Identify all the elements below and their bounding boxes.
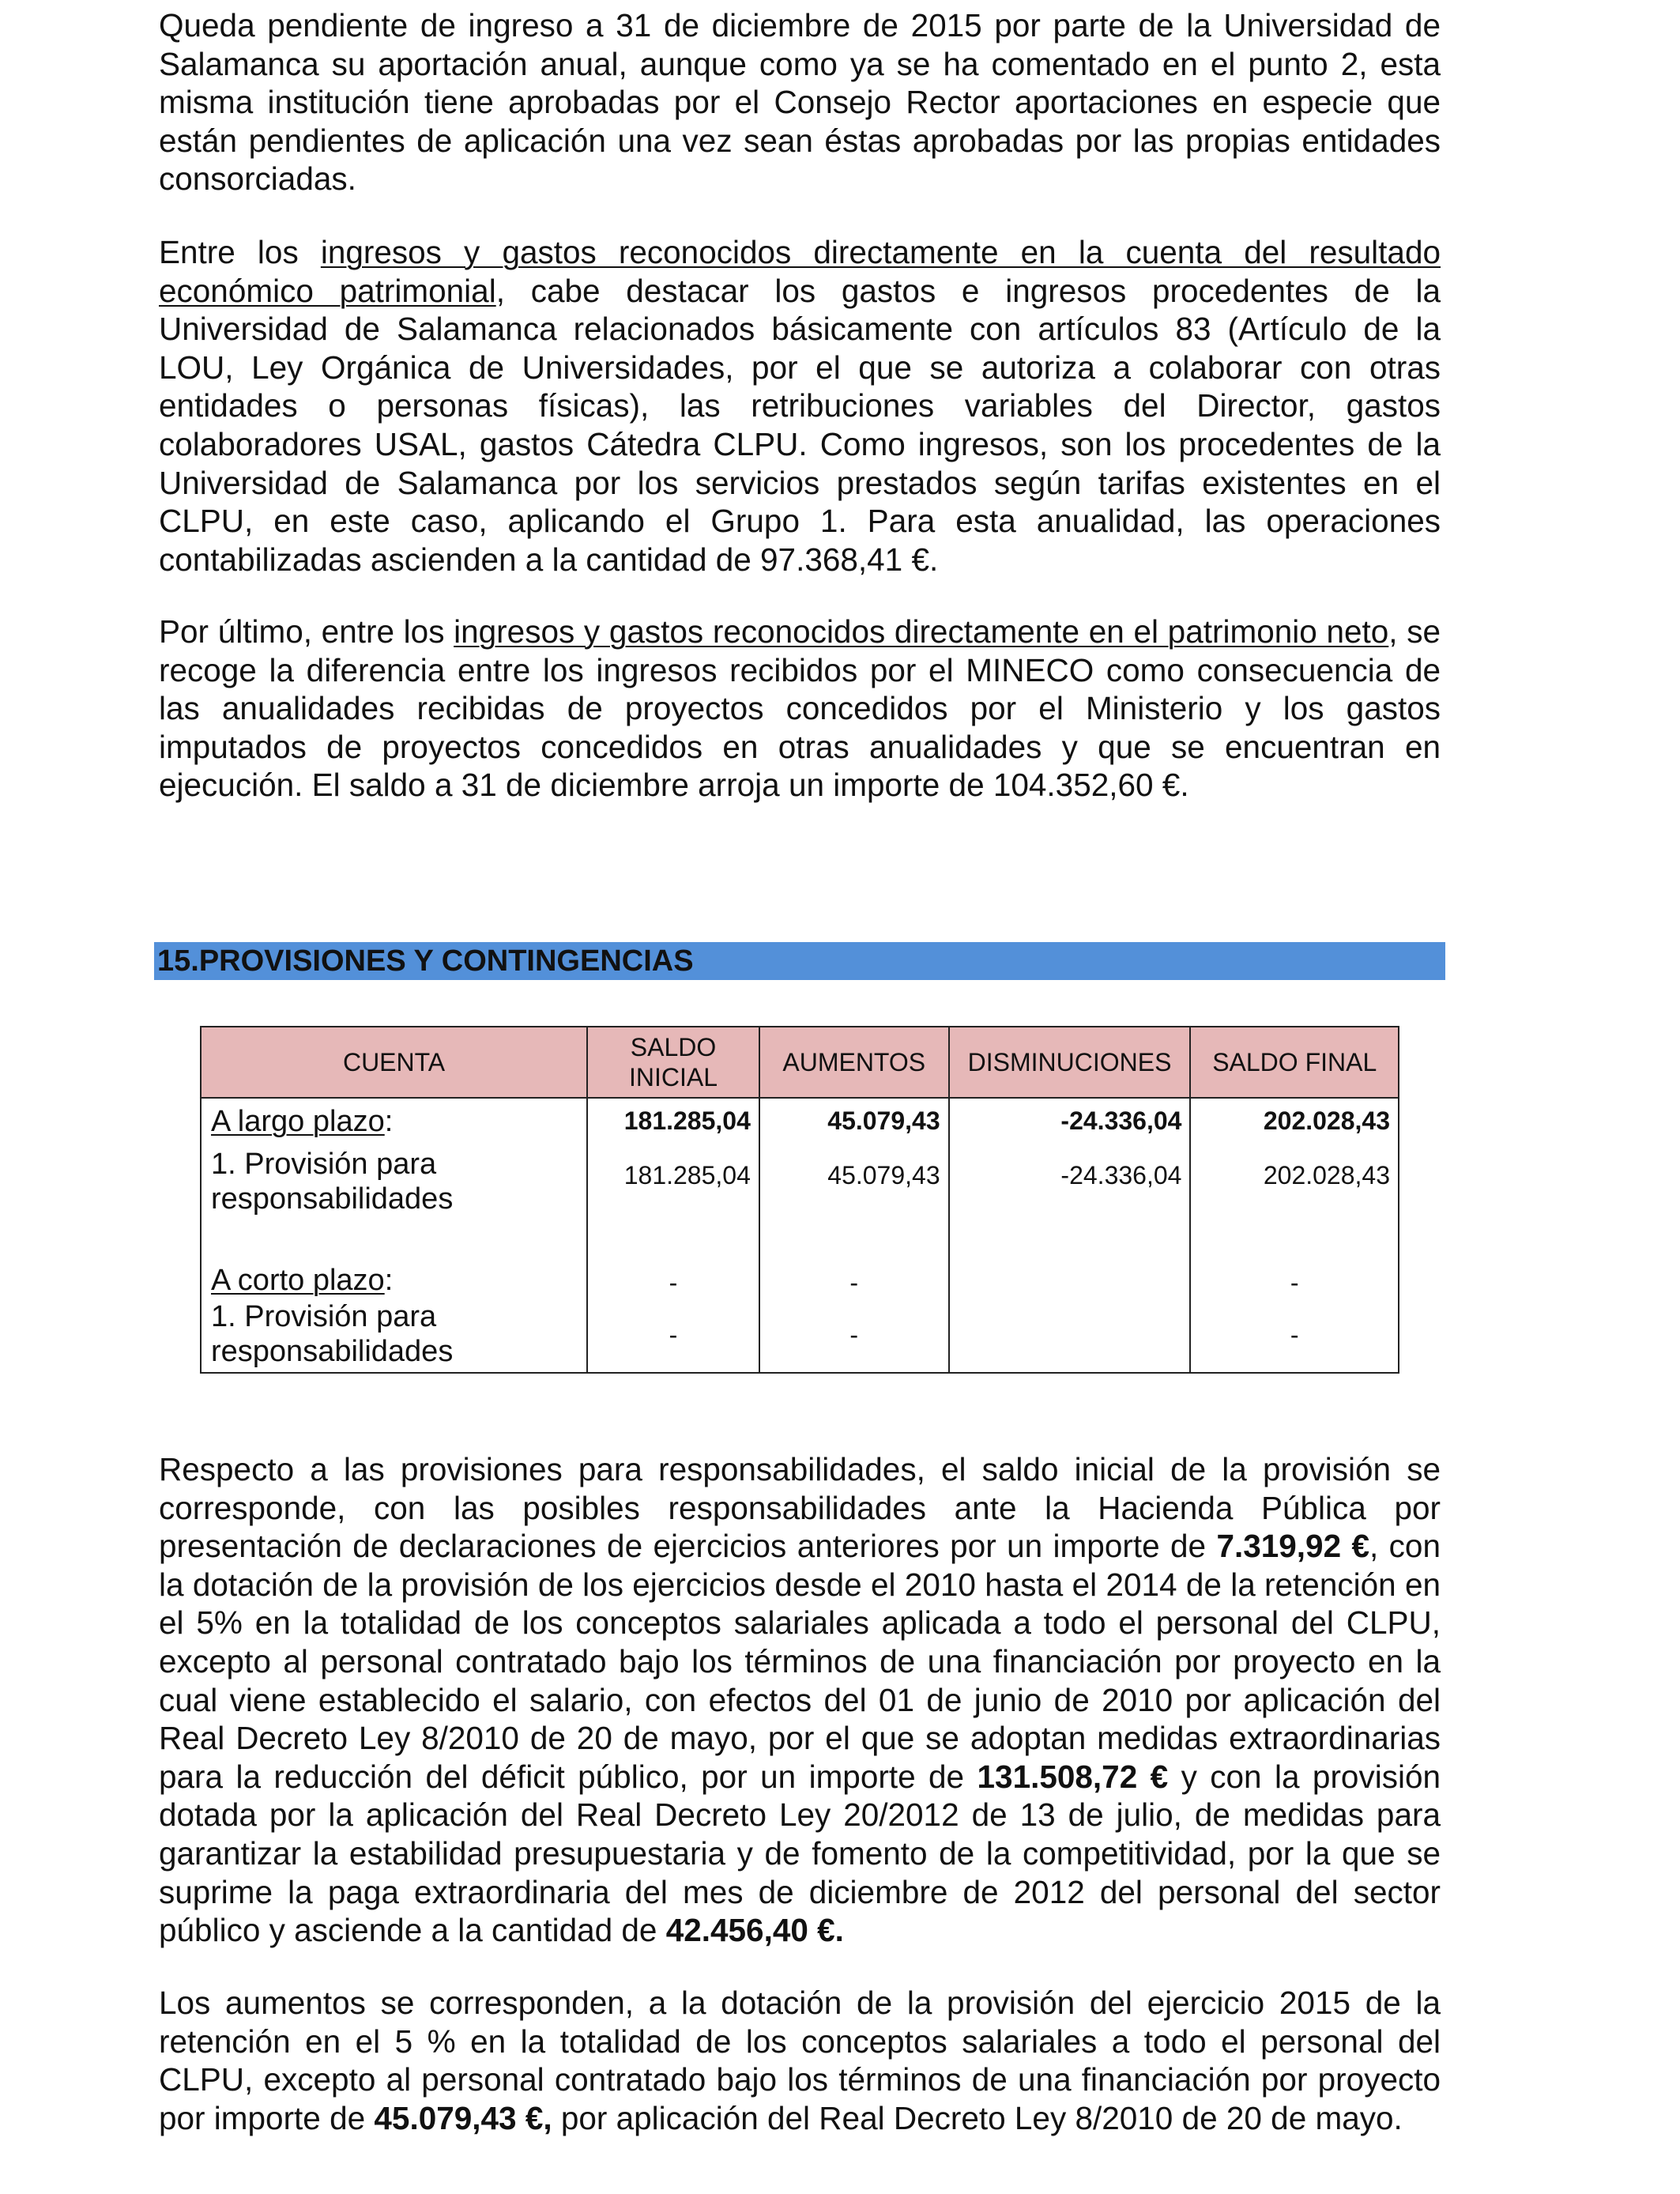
cell-saldo-final: - bbox=[1190, 1299, 1399, 1373]
amount-initial-tax: 7.319,92 € bbox=[1216, 1528, 1370, 1565]
paragraph-intro-text: Por último, entre los bbox=[159, 613, 454, 650]
paragraph-text: Los aumentos se corresponden, a la dotación de la provisión del ejercicio 2015 de la retención en el 5 % en la totalidad de los conceptos salariales a todo el personal del CLPU, excepto al personal contratado bajo los términos de una financiación por proyecto por importe de bbox=[159, 1985, 1441, 2136]
amount-retention-2010-2014: 131.508,72 € bbox=[977, 1758, 1169, 1795]
table-header-row bbox=[201, 1027, 1399, 1098]
cell-saldo-final: 202.028,43 bbox=[1190, 1098, 1399, 1144]
table-row-corto-plazo-provision bbox=[201, 1299, 1399, 1373]
cell-saldo-inicial: 181.285,04 bbox=[587, 1144, 759, 1231]
cell-aumentos: 45.079,43 bbox=[759, 1098, 949, 1144]
provisions-table bbox=[200, 1026, 1399, 1374]
column-header-disminuciones: DISMINUCIONES bbox=[949, 1027, 1191, 1098]
amount-increase-2015: 45.079,43 €, bbox=[374, 2099, 552, 2136]
paragraph-usal-contribution: Queda pendiente de ingreso a 31 de diciembre de 2015 por parte de la Universidad de Salamanca su aportación anual, aunque como ya se ha comentado en el punto 2, esta misma institución tiene aprobadas por el Consejo Rector aportaciones en especie que están pendientes de aplicación una vez sean éstas aprobadas por las propias entidades consorciadas. bbox=[159, 7, 1441, 198]
table-row-corto-plazo bbox=[201, 1231, 1399, 1299]
cell-disminuciones bbox=[949, 1299, 1191, 1373]
cell-disminuciones bbox=[949, 1231, 1191, 1299]
paragraph-intro-text: Entre los bbox=[159, 234, 321, 270]
paragraph-income-expenses-result bbox=[159, 233, 1441, 579]
column-header-saldo-inicial: SALDO INICIAL bbox=[587, 1027, 759, 1098]
cell-saldo-final: 202.028,43 bbox=[1190, 1144, 1399, 1231]
cell-saldo-final: - bbox=[1190, 1231, 1399, 1299]
amount-extra-pay-2012: 42.456,40 €. bbox=[665, 1912, 844, 1949]
row-label-colon: : bbox=[384, 1264, 394, 1297]
cell-saldo-inicial: - bbox=[587, 1231, 759, 1299]
cell-saldo-inicial: 181.285,04 bbox=[587, 1098, 759, 1144]
paragraph-text: Respecto a las provisiones para responsabilidades, el saldo inicial de la provisión se corresponde, con las posibles responsabilidades ante la Hacienda Pública por presentación de declaraciones de ejercicios anteriores por un importe de bbox=[159, 1451, 1441, 1565]
section-heading-provisions: 15.PROVISIONES Y CONTINGENCIAS bbox=[154, 942, 1445, 980]
underlined-term-net-equity: ingresos y gastos reconocidos directamente en el patrimonio neto bbox=[454, 613, 1389, 650]
row-label bbox=[201, 1098, 587, 1144]
paragraph-text: por aplicación del Real Decreto Ley 8/2010 de 20 de mayo. bbox=[552, 2099, 1403, 2136]
column-header-saldo-final: SALDO FINAL bbox=[1190, 1027, 1399, 1098]
cell-disminuciones: -24.336,04 bbox=[949, 1144, 1191, 1231]
paragraph-text: y con la provisión dotada por la aplicación del Real Decreto Ley 20/2012 de 13 de julio, de medidas para garantizar la estabilidad presupuestaria y de fomento de la competitividad, por la que se suprime la paga extraordinaria del mes de diciembre de 2012 del personal del sector público y asciende a la cantidad de bbox=[159, 1758, 1441, 1949]
paragraph-text: , con la dotación de la provisión de los ejercicios desde el 2010 hasta el 2014 de la retención en el 5% en la totalidad de los conceptos salariales aplicada a todo el personal del CLPU, excepto al personal contratado bajo los términos de una financiación por proyecto en la cual viene establecido el salario, con efectos del 01 de junio de 2010 por aplicación del Real Decreto Ley 8/2010 de 20 de mayo, por el que se adoptan medidas extraordinarias para la reducción del déficit público, por un importe de bbox=[159, 1528, 1441, 1795]
paragraph-body-text: , se recoge la diferencia entre los ingresos recibidos por el MINECO como consecuencia de las anualidades recibidas de proyectos concedidos por el Ministerio y los gastos imputados de proyectos concedidos en otras anualidades y que se encuentran en ejecución. El saldo a 31 de diciembre arroja un importe de 104.352,60 €. bbox=[159, 613, 1441, 804]
column-header-cuenta: CUENTA bbox=[201, 1027, 587, 1098]
cell-disminuciones: -24.336,04 bbox=[949, 1098, 1191, 1144]
paragraph-body-text: , cabe destacar los gastos e ingresos procedentes de la Universidad de Salamanca relacionados básicamente con artículos 83 (Artículo de la LOU, Ley Orgánica de Universidades, por el que se autoriza a colaborar con otras entidades o personas físicas), las retribuciones variables del Director, gastos colaboradores USAL, gastos Cátedra CLPU. Como ingresos, son los procedentes de la Universidad de Salamanca por los servicios prestados según tarifas existentes en el CLPU, en este caso, aplicando el Grupo 1. Para esta anualidad, las operaciones contabilizadas ascienden a la cantidad de 97.368,41 €. bbox=[159, 272, 1441, 578]
table-row-largo-plazo-provision bbox=[201, 1144, 1399, 1231]
row-label-text: A corto plazo bbox=[211, 1264, 385, 1297]
row-label: 1. Provisión para responsabilidades bbox=[201, 1144, 587, 1231]
paragraph-increases-explanation bbox=[159, 1984, 1441, 2137]
row-label-text: A largo plazo bbox=[211, 1104, 385, 1138]
table-row-largo-plazo bbox=[201, 1098, 1399, 1144]
paragraph-income-expenses-equity bbox=[159, 613, 1441, 805]
cell-aumentos: - bbox=[759, 1231, 949, 1299]
cell-aumentos: 45.079,43 bbox=[759, 1144, 949, 1231]
row-label bbox=[201, 1231, 587, 1299]
paragraph-provisions-explanation bbox=[159, 1450, 1441, 1950]
column-header-aumentos: AUMENTOS bbox=[759, 1027, 949, 1098]
cell-aumentos: - bbox=[759, 1299, 949, 1373]
row-label-colon: : bbox=[384, 1104, 394, 1138]
row-label: 1. Provisión para responsabilidades bbox=[201, 1299, 587, 1373]
underlined-term-result-account: ingresos y gastos reconocidos directamente en la cuenta del resultado económico patrimonial bbox=[159, 234, 1441, 309]
cell-saldo-inicial: - bbox=[587, 1299, 759, 1373]
